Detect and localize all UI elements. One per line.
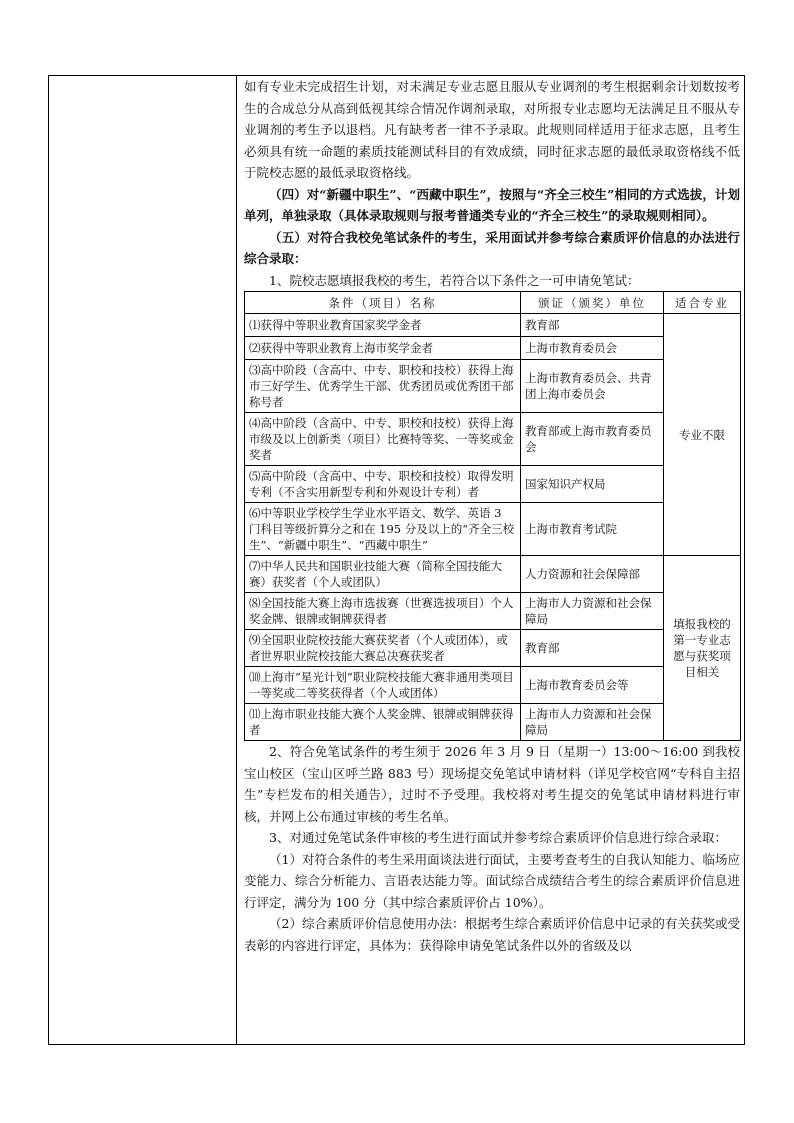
document-frame bbox=[48, 75, 745, 1045]
condition-cell: ⑵获得中等职业教育上海市奖学金者 bbox=[245, 337, 521, 360]
column-divider bbox=[236, 76, 237, 1044]
paragraph-evaluation-usage: （2）综合素质评价信息使用办法：根据考生综合素质评价信息中记录的有关获奖或受表彰的内容进行评定，具体为：获得除申请免笔试条件以外的省级及以 bbox=[244, 916, 740, 953]
table-row bbox=[245, 556, 741, 593]
paragraph-enrollment-rules: 如有专业未完成招生计划，对未满足专业志愿且服从专业调剂的考生根据剩余计划数按考生的合成总分从高到低视其综合情况作调剂录取，对所报专业志愿均无法满足且不服从专业调剂的考生予以退档。凡有缺考者一律不予录取。此规则同样适用于征求志愿，且考生必须具有统一命题的素质技能测试科目的有效成绩，同时征求志愿的最低录取资格线不低于院校志愿的最低录取资格线。 bbox=[244, 79, 740, 180]
condition-cell: ⑽上海市“星光计划”职业院校技能大赛非通用类项目一等奖或二等奖获得者（个人或团体） bbox=[245, 667, 521, 704]
paragraph-interview-intro: 3、对通过免笔试条件审核的考生进行面试并参考综合素质评价信息进行综合录取： bbox=[269, 830, 727, 845]
issuer-cell: 上海市教育委员会等 bbox=[521, 667, 664, 704]
paragraph-exemption-conditions-intro: 1、院校志愿填报我校的考生，若符合以下条件之一可申请免笔试： bbox=[269, 272, 640, 288]
issuer-cell: 教育部 bbox=[521, 314, 664, 337]
condition-cell: ⑷高中阶段（含高中、中专、职校和技校）获得上海市级及以上创新类（项目）比赛特等奖、一等奖或金奖者 bbox=[245, 413, 521, 466]
issuer-cell: 上海市人力资源和社会保障局 bbox=[521, 704, 664, 741]
issuer-cell: 上海市教育委员会 bbox=[521, 337, 664, 360]
issuer-cell: 上海市人力资源和社会保障局 bbox=[521, 593, 664, 630]
issuer-cell: 上海市教育委员会、共青团上海市委员会 bbox=[521, 360, 664, 413]
paragraph-interview-method: （1）对符合条件的考生采用面谈法进行面试，主要考查考生的自我认知能力、临场应变能力、综合分析能力、言语表达能力等。面试综合成绩结合考生的综合素质评价信息进行评定，满分为 100 分（其中综合素质评价占 10%）。 bbox=[244, 851, 740, 910]
header-major: 适合专业 bbox=[664, 292, 741, 314]
table-header-row bbox=[245, 292, 741, 314]
content-column bbox=[244, 76, 740, 956]
exemption-conditions-table bbox=[244, 291, 741, 741]
issuer-cell: 国家知识产权局 bbox=[521, 466, 664, 503]
issuer-cell: 教育部 bbox=[521, 630, 664, 667]
major-cell-unlimited: 专业不限 bbox=[664, 314, 741, 556]
issuer-cell: 人力资源和社会保障部 bbox=[521, 556, 664, 593]
condition-cell: ⑻全国技能大赛上海市选拔赛（世赛选拔项目）个人奖金牌、银牌或铜牌获得者 bbox=[245, 593, 521, 630]
paragraph-xinjiang-tibet: （四）对“新疆中职生”、“西藏中职生”，按照与“齐全三校生”相同的方式选拔，计划单列，单独录取（具体录取规则与报考普通类专业的“齐全三校生”的录取规则相同）。 bbox=[244, 186, 740, 223]
condition-cell: ⑴获得中等职业教育国家奖学金者 bbox=[245, 314, 521, 337]
condition-cell: ⑸高中阶段（含高中、中专、职校和技校）取得发明专利（不含实用新型专利和外观设计专利）者 bbox=[245, 466, 521, 503]
major-cell-related: 填报我校的第一专业志愿与获奖项目相关 bbox=[664, 556, 741, 741]
condition-cell: ⑶高中阶段（含高中、中专、职校和技校）获得上海市三好学生、优秀学生干部、优秀团员或优秀团干部称号者 bbox=[245, 360, 521, 413]
condition-cell: ⑺中华人民共和国职业技能大赛（简称全国技能大赛）获奖者（个人或团队） bbox=[245, 556, 521, 593]
header-condition: 条件（项目）名称 bbox=[245, 292, 521, 314]
table-row bbox=[245, 314, 741, 337]
condition-cell: ⑾上海市职业技能大赛个人奖金牌、银牌或铜牌获得者 bbox=[245, 704, 521, 741]
paragraph-exam-exemption: （五）对符合我校免笔试条件的考生，采用面试并参考综合素质评价信息的办法进行综合录取： bbox=[244, 229, 740, 266]
paragraph-submission: 2、符合免笔试条件的考生须于 2026 年 3 月 9 日（星期一）13:00～16:00 到我校宝山校区（宝山区呼兰路 883 号）现场提交免笔试申请材料（详见学校官网“专科自主招生”专栏发布的相关通告），过时不予受理。我校将对考生提交的免笔试申请材料进行审核，并网上公布通过审核的考生名单。 bbox=[244, 744, 740, 824]
header-issuer: 颁证（颁奖）单位 bbox=[521, 292, 664, 314]
condition-cell: ⑼全国职业院校技能大赛获奖者（个人或团体），或者世界职业院校技能大赛总决赛获奖者 bbox=[245, 630, 521, 667]
issuer-cell: 教育部或上海市教育委员会 bbox=[521, 413, 664, 466]
condition-cell: ⑹中等职业学校学生学业水平语文、数学、英语 3 门科目等级折算分之和在 195 分及以上的“齐全三校生”、“新疆中职生”、“西藏中职生” bbox=[245, 503, 521, 556]
issuer-cell: 上海市教育考试院 bbox=[521, 503, 664, 556]
